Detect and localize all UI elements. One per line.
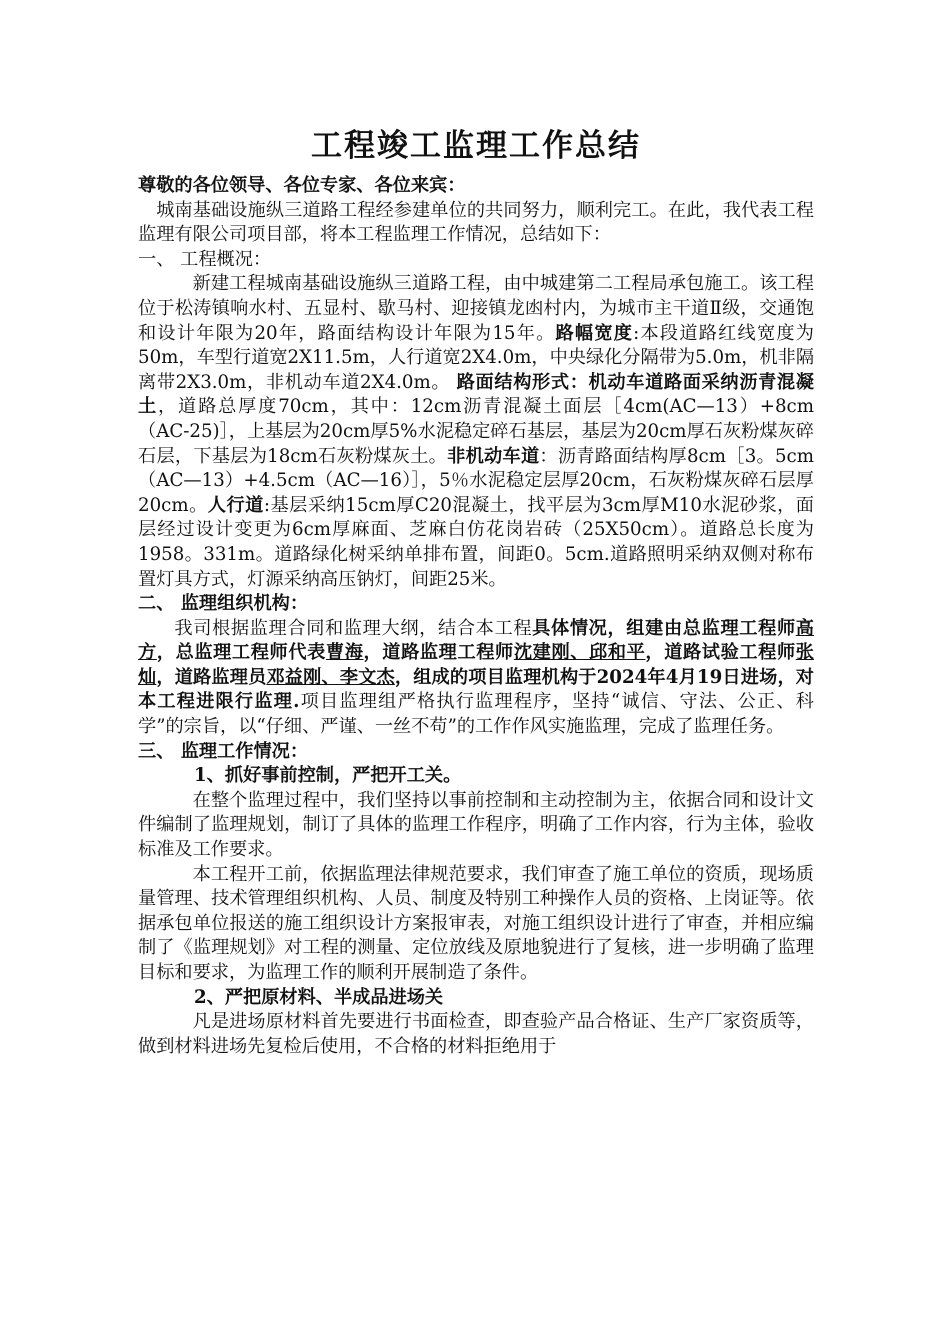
- document-title: 工程竣工监理工作总结: [311, 128, 641, 164]
- non-motor-lane-text: ：沥青路面结构厚8cm［3。5cm（AC—13）+4.5cm（AC—16）］，5％水泥稳定层厚20cm，石灰粉煤灰碎石层厚20cm。: [138, 445, 814, 516]
- test-engineer-name: 张灿: [138, 642, 814, 688]
- sidewalk-text: :基层采纳15cm厚C20混凝土，找平层为3cm厚M10水泥砂浆，面层经过设计变更为6cm厚麻面、芝麻白仿花岗岩砖（25X50cm）。道路总长度为1958。331m。道路绿化树采纳单排布置，间距0。5cm.道路照明采纳双侧对称布置灯具方式，灯源采纳高压钠灯，间距25米。: [138, 494, 814, 590]
- org-text-e: ，道路试验工程师: [645, 642, 796, 664]
- pavement-structure-label: 路面结构形式：机动车道路面采纳沥青混凝土: [138, 371, 814, 418]
- document-page: [138, 122, 814, 1059]
- org-text-d: ，道路监理工程师: [363, 642, 514, 664]
- section3-subheading-2: 2、严把原材料、半成品进场关: [194, 986, 444, 1008]
- section3-heading: 三、 监理工作情况：: [138, 740, 309, 762]
- section1-paragraph: [138, 272, 814, 592]
- section2-heading: 二、 监理组织机构：: [138, 593, 309, 615]
- salutation: 尊敬的各位领导、各位专家、各位来宾：: [138, 175, 466, 196]
- section3-paragraph-1: 在整个监理过程中，我们坚持以事前控制和主动控制为主，依据合同和设计文件编制了监理规划，制订了具体的监理工作程序，明确了工作内容，行为主体，验收标准及工作要求。: [138, 789, 814, 861]
- org-text-f: ，道路监理员: [156, 666, 267, 688]
- road-engineer-names: 沈建刚、邱和平: [513, 642, 646, 664]
- road-supervisor-names: 邓益刚、李文杰: [266, 666, 395, 688]
- org-text-b: 具体情况，组建由总监理工程师: [532, 617, 796, 639]
- road-width-text: :本段道路红线宽度为50m，车型行道宽2X11.5m，人行道宽2X4.0m，中央绿化分隔带为5.0m，机非隔离带2X3.0m，非机动车道2X4.0m。: [138, 322, 815, 393]
- sidewalk-label: 人行道: [207, 494, 264, 516]
- overview-text: 新建工程城南基础设施纵三道路工程，由中城建第二工程局承包施工。该工程位于松涛镇响水村、五显村、歇马村、迎接镇龙凼村内，为城市主干道Ⅱ级，交通饱和设计年限为20年，路面结构设计年限为15年。: [138, 273, 814, 344]
- intro-paragraph: 城南基础设施纵三道路工程经参建单位的共同努力，顺利完工。在此，我代表工程监理有限公司项目部，将本工程监理工作情况，总结如下：: [138, 199, 814, 246]
- chief-engineer-name: 高方: [138, 617, 814, 664]
- section3-subheading-1: 1、抓好事前控制，严把开工关。: [194, 765, 462, 787]
- pavement-structure-text: ，道路总厚度70cm，其中：12cm沥青混凝土面层［4cm(AC—13）+8cm（AC-25)］，上基层为20cm厚5%水泥稳定碎石基层，基层为20cm厚石灰粉煤灰碎石层，下基层为18cm石灰粉煤灰土。: [138, 396, 814, 467]
- org-text-c: ，总监理工程师代表: [156, 642, 326, 664]
- non-motor-lane-label: 非机动车道: [447, 445, 540, 467]
- section3-paragraph-2: 本工程开工前，依据监理法律规范要求，我们审查了施工单位的资质，现场质量管理、技术管理组织机构、人员、制度及特别工种操作人员的资格、上岗证等。依据承包单位报送的施工组织设计方案报审表，对施工组织设计进行了审查，并相应编制了《监理规划》对工程的测量、定位放线及原地貌进行了复核，进一步明确了监理目标和要求，为监理工作的顺利开展制造了条件。: [138, 863, 814, 983]
- deputy-engineer-name: 曹海: [325, 642, 364, 664]
- org-text-a: 我司根据监理合同和监理大纲，结合本工程: [174, 617, 533, 639]
- section3-paragraph-3: 凡是进场原材料首先要进行书面检查，即查验产品合格证、生产厂家资质等，做到材料进场先复检后使用，不合格的材料拒绝用于: [138, 1011, 814, 1057]
- org-text-h: 项目监理组严格执行监理程序，坚持“诚信、守法、公正、科学”的宗旨，以“仔细、严谨、一丝不苟”的工作作风实施监理，完成了监理任务。: [138, 691, 814, 738]
- section1-heading: 一、 工程概况：: [138, 248, 272, 270]
- section2-paragraph: [138, 617, 814, 740]
- road-width-label: 路幅宽度: [555, 322, 634, 344]
- org-text-g: ，组成的项目监理机构于2024年4月19日进场，对本工程进限行监理.: [138, 666, 814, 713]
